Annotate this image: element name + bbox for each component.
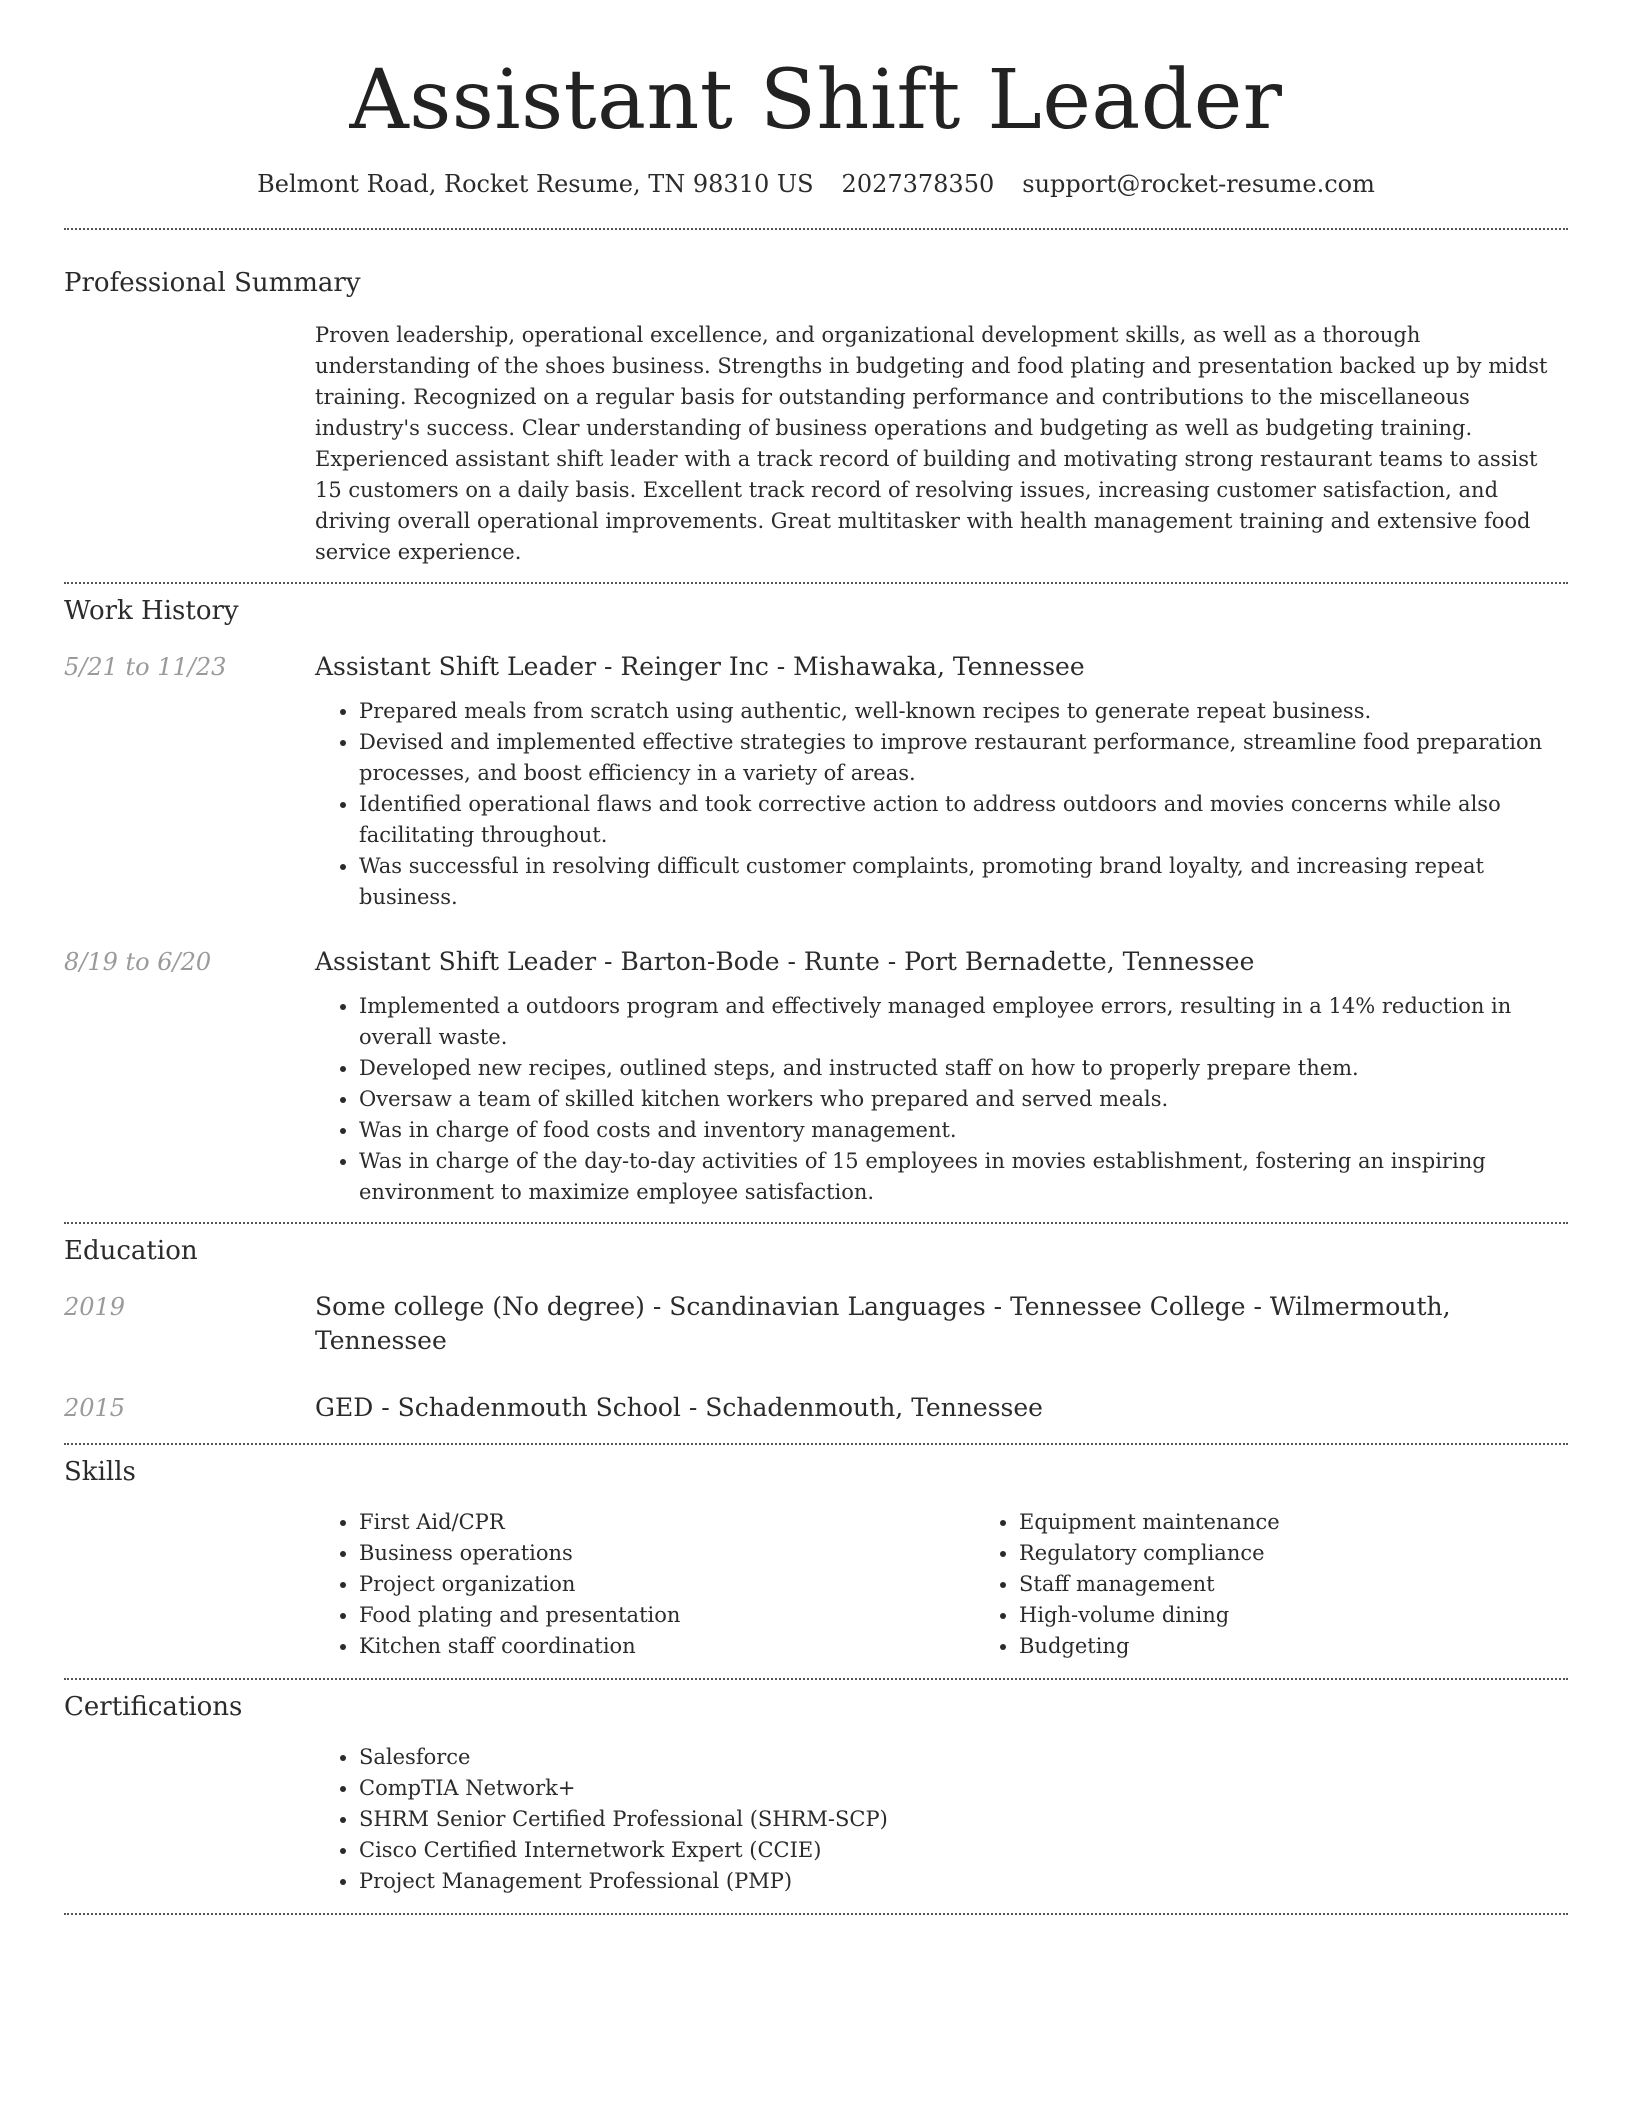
education-text: Some college (No degree) - Scandinavian Languages - Tennessee College - Wilmermouth, Tennessee (315, 1292, 1451, 1356)
education-year: 2019 (64, 1293, 126, 1322)
skills-grid (315, 1507, 1632, 1662)
job-bullet: • Was in charge of the day-to-day activities of 15 employees in movies establishment, fostering an inspiring environment to maximize employee satisfaction. (359, 1146, 1568, 1208)
job-dates: 5/21 to 11/23 (64, 653, 227, 682)
job-bullets (315, 991, 1568, 1208)
job-bullet: • Was in charge of food costs and inventory management. (359, 1115, 1568, 1146)
job-bullet: • Identified operational flaws and took corrective action to address outdoors and movies concerns while also facilitating throughout. (359, 789, 1568, 851)
job-bullet: • Prepared meals from scratch using authentic, well-known recipes to generate repeat business. (359, 696, 1568, 727)
certifications-list (315, 1742, 1568, 1897)
contact-phone: 2027378350 (841, 170, 995, 199)
skills-column (315, 1507, 975, 1662)
certification-item: • SHRM Senior Certified Professional (SHRM-SCP) (359, 1804, 1568, 1835)
skills-left-spacer (64, 1507, 315, 1662)
skill-item: • Equipment maintenance (1019, 1507, 1632, 1538)
skill-item: • Staff management (1019, 1569, 1632, 1600)
education-section (64, 1224, 1568, 1425)
job-bullets (315, 696, 1568, 913)
skill-item: • First Aid/CPR (359, 1507, 975, 1538)
education-year: 2015 (64, 1394, 126, 1423)
skill-item: • Project organization (359, 1569, 975, 1600)
work-history-heading: Work History (64, 596, 239, 627)
job-entry (64, 650, 1568, 913)
certification-item: • CompTIA Network+ (359, 1773, 1568, 1804)
education-heading: Education (64, 1236, 198, 1267)
certifications-divider (64, 1913, 1568, 1915)
job-bullet: • Implemented a outdoors program and effectively managed employee errors, resulting in a 14% reduction in overall waste. (359, 991, 1568, 1053)
skill-item: • Kitchen staff coordination (359, 1631, 975, 1662)
skills-section (64, 1445, 1568, 1662)
job-bullet: • Developed new recipes, outlined steps, and instructed staff on how to properly prepare them. (359, 1053, 1568, 1084)
skill-item: • High-volume dining (1019, 1600, 1632, 1631)
certification-item: • Project Management Professional (PMP) (359, 1866, 1568, 1897)
education-entry (64, 1391, 1568, 1425)
work-history-section (64, 584, 1568, 1208)
certifications-left-spacer (64, 1742, 315, 1897)
job-heading: Assistant Shift Leader - Barton-Bode - Runte - Port Bernadette, Tennessee (315, 947, 1255, 977)
skill-item: • Budgeting (1019, 1631, 1632, 1662)
certification-item: • Salesforce (359, 1742, 1568, 1773)
education-text: GED - Schadenmouth School - Schadenmouth, Tennessee (315, 1393, 1043, 1423)
resume-name: Assistant Shift Leader (349, 53, 1283, 148)
skill-item: • Business operations (359, 1538, 975, 1569)
certification-item: • Cisco Certified Internetwork Expert (CCIE) (359, 1835, 1568, 1866)
skills-column (975, 1507, 1632, 1662)
summary-section (64, 230, 1568, 568)
education-entry (64, 1290, 1568, 1358)
job-entry (64, 945, 1568, 1208)
certifications-heading: Certifications (64, 1692, 243, 1723)
skills-heading: Skills (64, 1457, 136, 1488)
contact-address: Belmont Road, Rocket Resume, TN 98310 US (257, 170, 814, 199)
contact-email: support@rocket-resume.com (1022, 170, 1375, 199)
certifications-section (64, 1680, 1568, 1897)
job-bullet: • Oversaw a team of skilled kitchen workers who prepared and served meals. (359, 1084, 1568, 1115)
job-dates: 8/19 to 6/20 (64, 948, 212, 977)
contact-line (64, 170, 1568, 198)
skill-item: • Regulatory compliance (1019, 1538, 1632, 1569)
summary-left-spacer (64, 320, 315, 568)
skill-item: • Food plating and presentation (359, 1600, 975, 1631)
job-bullet: • Was successful in resolving difficult customer complaints, promoting brand loyalty, and increasing repeat business. (359, 851, 1568, 913)
job-bullet: • Devised and implemented effective strategies to improve restaurant performance, streamline food preparation processes, and boost efficiency in a variety of areas. (359, 727, 1568, 789)
summary-heading: Professional Summary (64, 268, 361, 299)
job-heading: Assistant Shift Leader - Reinger Inc - Mishawaka, Tennessee (315, 652, 1085, 682)
summary-text: Proven leadership, operational excellence, and organizational development skills, as well as a thorough understanding of the shoes business. Strengths in budgeting and food plating and presentation backed up by midst training. Recognized on a regular basis for outstanding performance and contributions to the miscellaneous industry's success. Clear understanding of business operations and budgeting as well as budgeting training. Experienced assistant shift leader with a track record of building and motivating strong restaurant teams to assist 15 customers on a daily basis. Excellent track record of resolving issues, increasing customer satisfaction, and driving overall operational improvements. Great multitasker with health management training and extensive food service experience. (315, 323, 1548, 565)
